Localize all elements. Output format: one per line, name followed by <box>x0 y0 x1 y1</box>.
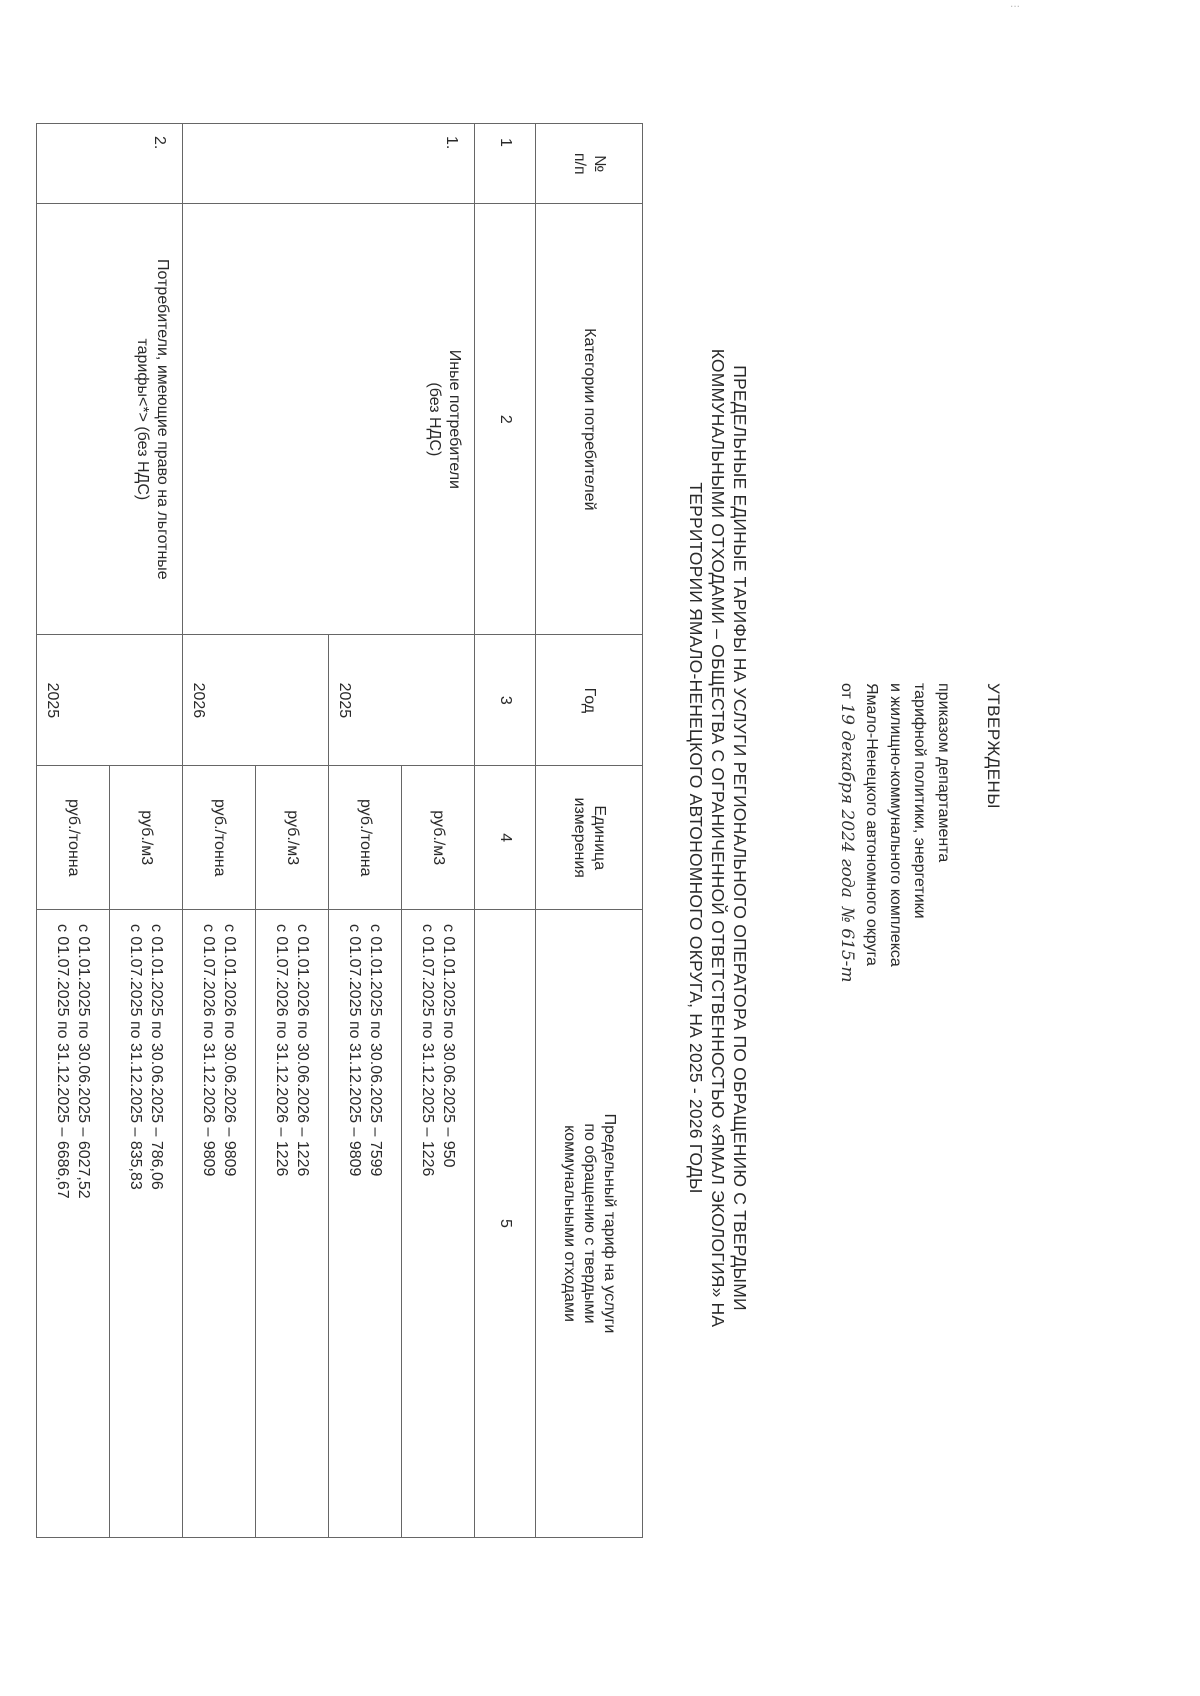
handwritten-order-number: № 615-т <box>837 906 857 983</box>
column-number-row <box>475 124 536 1538</box>
tariff-line: с 01.07.2025 по 31.12.2025 – 6686,67 <box>54 923 71 1199</box>
tariff-cell <box>402 909 475 1537</box>
tariff-line: с 01.07.2025 по 31.12.2025 – 9809 <box>346 923 363 1177</box>
title-line: ТЕРРИТОРИИ ЯМАЛО-НЕНЕЦКОГО АВТОНОМНОГО ОКРУГА, НА 2025 - 2026 ГОДЫ <box>686 482 706 1194</box>
tariff-cell <box>256 909 329 1537</box>
header-tariff-line: Предельный тариф на услуги <box>601 1113 618 1334</box>
header-unit-line: Единица <box>591 805 608 871</box>
document-title <box>685 198 751 1478</box>
approval-date-line <box>834 683 859 1243</box>
header-tariff-line: коммунальными отходами <box>561 1125 578 1322</box>
date-prefix: от <box>838 683 855 699</box>
table-row <box>402 124 475 1538</box>
category-line: Потребители, имеющие право на льготные <box>154 259 171 580</box>
title-line: КОММУНАЛЬНЫМИ ОТХОДАМИ – ОБЩЕСТВА С ОГРАНИЧЕННОЙ ОТВЕТСТВЕННОСТЬЮ «ЯМАЛ ЭКОЛОГИЯ» НА <box>708 348 728 1328</box>
category-line: (без НДС) <box>426 382 443 457</box>
handwritten-date: 19 декабря 2024 года <box>837 703 857 898</box>
tariff-cell <box>183 909 256 1537</box>
table-header-row <box>536 124 643 1538</box>
tariff-line: с 01.07.2025 по 31.12.2025 – 1226 <box>419 923 436 1177</box>
tariff-line: с 01.01.2025 по 30.06.2025 – 6027,52 <box>75 923 92 1199</box>
header-tariff <box>536 909 643 1537</box>
approval-heading: УТВЕРЖДЕНЫ <box>984 683 1003 809</box>
approval-block <box>834 683 1005 1243</box>
tariff-line: с 01.01.2025 по 30.06.2025 – 786,06 <box>148 923 165 1190</box>
unit-cell: руб./м3 <box>256 766 329 909</box>
category-line: Иные потребители <box>446 349 463 489</box>
row-number: 2. <box>37 124 183 204</box>
column-number: 5 <box>475 909 536 1537</box>
header-unit <box>536 766 643 909</box>
approval-line: приказом департамента <box>935 683 952 863</box>
tariff-line: с 01.07.2026 по 31.12.2026 – 9809 <box>200 923 217 1177</box>
approval-line: Ямало-Ненецкого автономного округа <box>863 683 880 966</box>
tariff-line: с 01.01.2026 по 30.06.2026 – 1226 <box>294 923 311 1177</box>
approval-line: и жилищно-коммунального комплекса <box>887 683 904 967</box>
header-unit-line: измерения <box>571 797 588 878</box>
rotated-document <box>25 48 1045 1608</box>
consumer-category <box>183 204 475 635</box>
column-number: 2 <box>475 204 536 635</box>
column-number: 1 <box>475 124 536 204</box>
year-cell: 2025 <box>37 635 183 766</box>
tariff-line: с 01.07.2026 по 31.12.2026 – 1226 <box>273 923 290 1177</box>
unit-cell: руб./м3 <box>110 766 183 909</box>
table-row <box>110 124 183 1538</box>
year-cell: 2025 <box>329 635 475 766</box>
tariff-line: с 01.01.2025 по 30.06.2025 – 7599 <box>367 923 384 1177</box>
tariff-cell <box>110 909 183 1537</box>
header-category: Категории потребителей <box>536 204 643 635</box>
header-num <box>536 124 643 204</box>
unit-cell: руб./тонна <box>183 766 256 909</box>
header-year: Год <box>536 635 643 766</box>
unit-cell: руб./м3 <box>402 766 475 909</box>
row-number: 1. <box>183 124 475 204</box>
unit-cell: руб./тонна <box>329 766 402 909</box>
header-num-line: п/п <box>571 152 588 175</box>
tariff-cell <box>37 909 110 1537</box>
tariff-cell <box>329 909 402 1537</box>
title-line: ПРЕДЕЛЬНЫЕ ЕДИНЫЕ ТАРИФЫ НА УСЛУГИ РЕГИОНАЛЬНОГО ОПЕРАТОРА ПО ОБРАЩЕНИЮ С ТВЕРДЫМИ <box>730 365 750 1311</box>
tariff-line: с 01.01.2026 по 30.06.2026 – 9809 <box>221 923 238 1177</box>
column-number: 4 <box>475 766 536 909</box>
tariff-table <box>36 123 643 1538</box>
consumer-category <box>37 204 183 635</box>
tariff-line: с 01.07.2025 по 31.12.2025 – 835,83 <box>127 923 144 1190</box>
header-tariff-line: по обращению с твердыми <box>581 1123 598 1324</box>
category-line: тарифы<*> (без НДС) <box>134 338 151 501</box>
unit-cell: руб./тонна <box>37 766 110 909</box>
page-number-mark: ... <box>1010 0 1021 10</box>
column-number: 3 <box>475 635 536 766</box>
header-num-line: № <box>591 155 608 173</box>
approval-line: тарифной политики, энергетики <box>911 683 928 919</box>
year-cell: 2026 <box>183 635 329 766</box>
tariff-line: с 01.01.2025 по 30.06.2025 – 950 <box>440 923 457 1168</box>
